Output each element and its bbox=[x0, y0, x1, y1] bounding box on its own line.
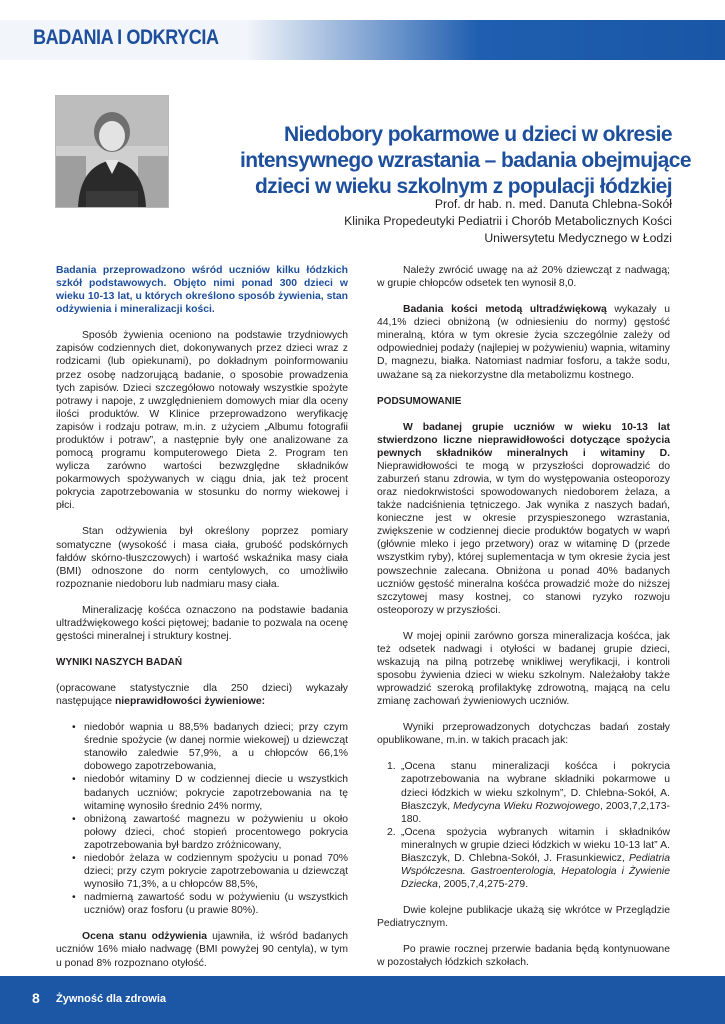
section-label: BADANIA I ODKRYCIA bbox=[33, 26, 219, 49]
affiliation-line: Uniwersytetu Medycznego w Łodzi bbox=[484, 231, 672, 245]
list-item: • nadmierną zawartość sodu w pożywieniu (u wszystkich uczniów) oraz fosforu (u prawie 80%). bbox=[84, 891, 348, 917]
list-item: • niedobór witaminy D w codziennej diecie u wszystkich badanych uczniów; pokrycie zapotrzebowania na tę witaminę wynosiło średnio 24% normy, bbox=[84, 773, 348, 812]
title-line: Niedobory pokarmowe u dzieci w okresie bbox=[284, 123, 672, 146]
bold-run: W badanej grupie uczniów w wieku 10-13 lat stwierdzono liczne nieprawidłowości dotyczące spożycia pewnych składników mineralnych i witaminy D. bbox=[377, 421, 670, 459]
reference-item bbox=[387, 760, 670, 825]
text-run: , 2005,7,4,275-279. bbox=[437, 879, 529, 891]
paragraph: Po prawie rocznej przerwie badania będą kontynuowane w pozostałych łódzkich szkołach. bbox=[377, 944, 670, 969]
reference-number: 2. bbox=[387, 826, 396, 838]
text-run: „Ocena stanu mineralizacji kośćca i pokrycia zapotrzebowania na wybrane składniki pokarmowe u dzieci łódzkich w wieku szkolnym”, D. Chlebna-Sokół, A. Błaszczyk, bbox=[401, 761, 670, 812]
paragraph: Dwie kolejne publikacje ukażą się wkrótce w Przeglądzie Pediatrycznym. bbox=[377, 905, 670, 930]
paragraph bbox=[377, 303, 670, 382]
paragraph: Należy zwrócić uwagę na aż 20% dziewcząt z nadwagą; w grupie chłopców odsetek ten wynosił 8,0. bbox=[377, 265, 670, 290]
page-number: 8 bbox=[32, 990, 40, 1006]
paragraph: Sposób żywienia oceniono na podstawie trzydniowych zapisów codziennych diet, dokonywanych przez dzieci wraz z rodzicami (lub opiekunami), po dokładnym poinformowaniu przez osobę nadzorującą badanie, o sposobie prowadzenia tych zapisów. Dzieci szczegółowo notowały wszystkie spożyte potrawy i napoje, z uwzględnieniem domowych miar dla oceny ilości produktów. W Klinice przeprowadzono weryfikację zapisów i rodzaju potraw, m.in. z użyciem „Albumu fotografii produktów i potraw”, a następnie były one analizowane za pomocą programu komputerowego Dieta 2. Program ten wylicza zarówno wartości bezwzględne składników pokarmowych spożywanych w ciągu dnia, jak też procent pokrycia zapotrzebowania w stosunku do normy wiekowej i płci. bbox=[56, 330, 348, 512]
bold-run: Ocena stanu odżywienia bbox=[82, 931, 208, 943]
bold-run: nieprawidłowości żywieniowe: bbox=[114, 696, 266, 708]
text-run: wykazały u 44,1% dzieci obniżoną (w odniesieniu do normy) gęstość mineralną, która w tym okresie życia szczególnie zależy od odpowiedniej podaży (najlepiej w pożywieniu) wapnia, witaminy D, magnezu, białka. Natomiast nadmiar fosforu, a także sodu, uważane są za niekorzystne dla metabolizmu kostnego. bbox=[377, 304, 670, 381]
affiliation-line: Klinika Propedeutyki Pediatrii i Chorób Metabolicznych Kości bbox=[344, 214, 672, 228]
section-heading: WYNIKI NASZYCH BADAŃ bbox=[56, 657, 183, 668]
journal-title: Pediatria Współczesna. Gastroenterologia, Hepatologia i Żywienie Dziecka bbox=[401, 853, 670, 891]
text-run: Nieprawidłowości te mogą w przyszłości doprowadzić do zaburzeń stanu zdrowia, w tym do występowania osteoporozy oraz niedokrwistości spowodowanych niedoborem żelaza, a także nadciśnienia tętniczego. Jak wynika z naszych badań, konieczne jest w okresie przyspieszonego wzrastania, zwiększenie w codziennej diecie produktów bogatych w wapń (głównie mleko i jego przetwory) oraz w witaminę D (przede wszystkim ryby), której suplementacja w tym okresie życia jest powszechnie zalecana. Obniżona u ponad 40% badanych uczniów gęstość mineralna kośćca prowadzić może do niższej szczytowej masy kostnej, co stanowi ryzyko rozwoju osteoporozy w przyszłości. bbox=[377, 460, 670, 616]
author-affiliation bbox=[344, 196, 672, 247]
author-portrait-image bbox=[56, 96, 168, 207]
text-run: (opracowane statystycznie dla 250 dzieci) wykazały następujące bbox=[56, 682, 348, 708]
title-line: dzieci w wieku szkolnym z populacji łódzkiej bbox=[254, 175, 672, 198]
section-heading: PODSUMOWANIE bbox=[377, 395, 462, 407]
reference-number: 1. bbox=[387, 761, 396, 773]
reference-item bbox=[387, 826, 670, 891]
findings-list bbox=[56, 721, 348, 917]
title-line: intensywnego wzrastania – badania obejmujące bbox=[240, 149, 691, 172]
text-run: „Ocena spożycia wybranych witamin i składników mineralnych w grupie dzieci łódzkich w wieku 10-13 lat” A. Błaszczyk, D. Chlebna-Sokół, J. Frasunkiewicz, bbox=[401, 826, 670, 864]
list-item: • obniżoną zawartość magnezu w pożywieniu u około połowy dzieci, choć stopień procentowego pokrycia zapotrzebowania był bardzo zróżnicowany, bbox=[84, 813, 348, 852]
text-run: , 2003,7,2,173-180. bbox=[401, 800, 670, 825]
author-name: Prof. dr hab. n. med. Danuta Chlebna-Sokół bbox=[434, 197, 672, 211]
bold-run: Badania kości metodą ultradźwiękową bbox=[403, 304, 607, 316]
left-column bbox=[56, 264, 348, 983]
author-photo bbox=[55, 95, 169, 208]
paragraph: Wyniki przeprowadzonych dotychczas badań zostały opublikowane, m.in. w takich pracach jak: bbox=[377, 722, 670, 747]
text-run: ujawniła, iż wśród badanych uczniów 16% miało nadwagę (BMI powyżej 90 centyla), w tym u ponad 8% rozpoznano otyłość. bbox=[56, 931, 348, 969]
paragraph: Mineralizację kośćca oznaczono na podstawie badania ultradźwiękowego kości piętowej; badanie to pozwala na ocenę gęstości mineralnej i struktury kostnej. bbox=[56, 604, 348, 643]
paragraph bbox=[56, 682, 348, 708]
journal-title: Medycyna Wieku Rozwojowego bbox=[453, 800, 600, 812]
right-column bbox=[377, 264, 670, 982]
paragraph: Stan odżywienia był określony poprzez pomiary somatyczne (wysokość i masa ciała, grubość podskórnych fałdów skórno-tłuszczowych) i wartość wskaźnika masy ciała (BMI) odnoszone do norm centylowych, co umożliwiło rozpoznanie niedoboru lub nadmiaru masy ciała. bbox=[56, 526, 348, 590]
paragraph bbox=[56, 930, 348, 969]
article-title bbox=[240, 122, 691, 200]
paragraph bbox=[377, 421, 670, 617]
references-list bbox=[377, 760, 670, 891]
lead-paragraph: Badania przeprowadzono wśród uczniów kilku łódzkich szkół podstawowych. Objęto nimi ponad 300 dzieci w wieku 10-13 lat, u których określono sposób żywienia, stan odżywienia i mineralizacji kości. bbox=[56, 265, 348, 316]
journal-name: Żywność dla zdrowia bbox=[56, 993, 167, 1005]
list-item: • niedobór wapnia u 88,5% badanych dzieci; przy czym średnie spożycie (w danej normie wiekowej) u dziewcząt stanowiło zaledwie 57,9%, a u chłopców 66,1% dobowego zapotrzebowania, bbox=[84, 721, 348, 773]
list-item: • niedobór żelaza w codziennym spożyciu u ponad 70% dzieci; przy czym pokrycie zapotrzebowania u dziewcząt wynosiło 71,3%, a u chłopców 88,5%, bbox=[84, 852, 348, 891]
paragraph: W mojej opinii zarówno gorsza mineralizacja kośćca, jak też odsetek nadwagi i otyłości w badanej grupie dzieci, wskazują na pilną potrzebę wnikliwej weryfikacji, i kontroli sposobu żywienia dzieci w wieku szkolnym. Należałoby także wprowadzić szeroką profilaktykę zdrowotną, mającą na celu zmianę zachowań żywieniowych uczniów. bbox=[377, 630, 670, 708]
